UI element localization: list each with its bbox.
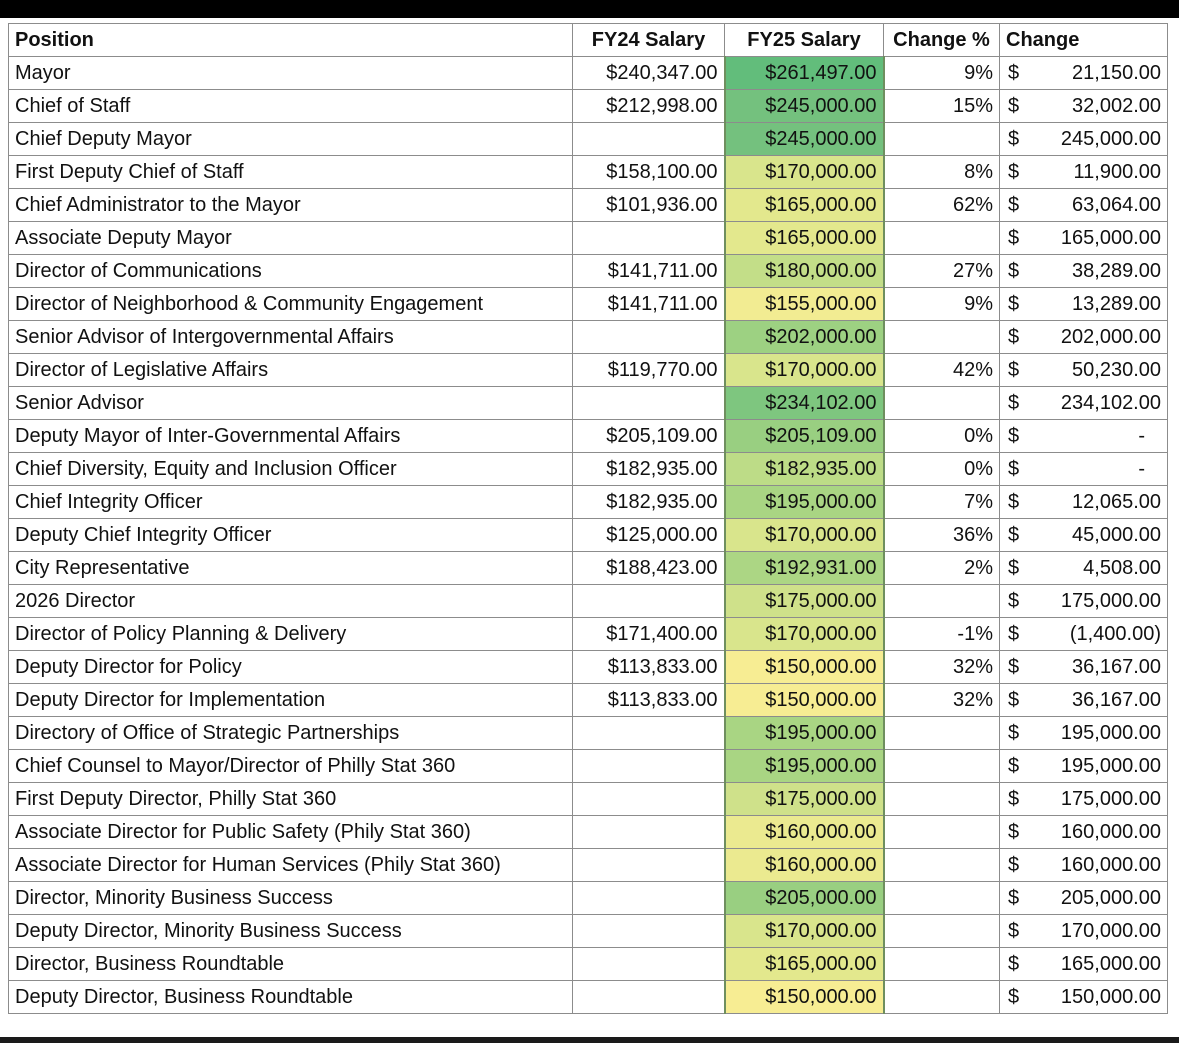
change-percent-cell[interactable]: 0% <box>884 420 1000 453</box>
position-cell[interactable]: Deputy Mayor of Inter-Governmental Affairs <box>9 420 573 453</box>
change-percent-cell[interactable] <box>884 585 1000 618</box>
change-cell-content <box>1006 420 1161 452</box>
fy25-salary-cell[interactable]: $205,000.00 <box>725 882 884 915</box>
table-row <box>9 585 1168 618</box>
change-cell-content <box>1006 882 1161 914</box>
change-amount: - <box>1138 458 1145 480</box>
change-percent-cell[interactable] <box>884 387 1000 420</box>
change-percent-cell[interactable] <box>884 882 1000 915</box>
change-amount: 4,508.00 <box>1083 557 1161 579</box>
change-cell-content <box>1006 453 1161 485</box>
change-cell[interactable] <box>1000 387 1168 420</box>
position-cell[interactable]: Directory of Office of Strategic Partnerships <box>9 717 573 750</box>
position-cell[interactable]: Deputy Director for Implementation <box>9 684 573 717</box>
change-amount: 160,000.00 <box>1060 821 1161 843</box>
fy25-salary-cell[interactable]: $150,000.00 <box>725 684 884 717</box>
change-amount: (1,400.00) <box>1069 623 1161 645</box>
change-amount: 12,065.00 <box>1072 491 1161 513</box>
salary-table <box>8 23 1168 1014</box>
change-cell[interactable] <box>1000 783 1168 816</box>
change-percent-cell[interactable]: 9% <box>884 288 1000 321</box>
change-percent-cell[interactable]: 2% <box>884 552 1000 585</box>
currency-symbol: $ <box>1008 722 1020 744</box>
fy24-salary-cell[interactable]: $212,998.00 <box>573 90 725 123</box>
table-row <box>9 453 1168 486</box>
fy25-salary-cell[interactable]: $202,000.00 <box>725 321 884 354</box>
change-amount: 150,000.00 <box>1060 986 1161 1008</box>
change-percent-cell[interactable]: 36% <box>884 519 1000 552</box>
change-cell-content <box>1006 222 1161 254</box>
fy25-salary-cell[interactable]: $175,000.00 <box>725 585 884 618</box>
header-row <box>9 24 1168 57</box>
position-cell[interactable]: 2026 Director <box>9 585 573 618</box>
position-cell[interactable]: Director, Business Roundtable <box>9 948 573 981</box>
fy24-salary-cell[interactable]: $101,936.00 <box>573 189 725 222</box>
change-percent-cell[interactable]: 62% <box>884 189 1000 222</box>
change-cell[interactable] <box>1000 519 1168 552</box>
change-amount: 165,000.00 <box>1060 953 1161 975</box>
currency-symbol: $ <box>1008 755 1020 777</box>
fy24-salary-cell[interactable]: $158,100.00 <box>573 156 725 189</box>
currency-symbol: $ <box>1008 524 1020 546</box>
change-cell-content <box>1006 783 1161 815</box>
currency-symbol: $ <box>1008 689 1020 711</box>
table-row <box>9 750 1168 783</box>
currency-symbol: $ <box>1008 458 1020 480</box>
change-cell[interactable] <box>1000 486 1168 519</box>
position-cell[interactable]: Deputy Director for Policy <box>9 651 573 684</box>
fy25-salary-cell[interactable]: $150,000.00 <box>725 651 884 684</box>
position-cell[interactable]: Chief of Staff <box>9 90 573 123</box>
fy25-salary-cell[interactable]: $165,000.00 <box>725 189 884 222</box>
change-cell[interactable] <box>1000 90 1168 123</box>
change-cell-content <box>1006 948 1161 980</box>
currency-symbol: $ <box>1008 293 1020 315</box>
fy24-salary-cell[interactable]: $240,347.00 <box>573 57 725 90</box>
change-cell-content <box>1006 288 1161 320</box>
fy24-salary-cell[interactable] <box>573 321 725 354</box>
fy24-salary-cell[interactable] <box>573 123 725 156</box>
table-row <box>9 948 1168 981</box>
change-cell[interactable] <box>1000 585 1168 618</box>
fy24-salary-cell[interactable]: $125,000.00 <box>573 519 725 552</box>
position-cell[interactable]: Deputy Director, Minority Business Success <box>9 915 573 948</box>
table-row <box>9 354 1168 387</box>
change-percent-cell[interactable] <box>884 222 1000 255</box>
change-cell[interactable] <box>1000 222 1168 255</box>
fy24-salary-cell[interactable] <box>573 981 725 1014</box>
change-amount: 175,000.00 <box>1060 788 1161 810</box>
table-row <box>9 651 1168 684</box>
change-percent-cell[interactable]: 15% <box>884 90 1000 123</box>
change-percent-cell[interactable]: 32% <box>884 651 1000 684</box>
fy25-salary-cell[interactable]: $205,109.00 <box>725 420 884 453</box>
table-row <box>9 420 1168 453</box>
header-fy25-salary[interactable]: FY25 Salary <box>725 24 884 57</box>
change-cell-content <box>1006 552 1161 584</box>
spreadsheet <box>0 18 1179 1038</box>
change-percent-cell[interactable] <box>884 816 1000 849</box>
change-amount: 234,102.00 <box>1060 392 1161 414</box>
currency-symbol: $ <box>1008 887 1020 909</box>
fy25-salary-cell[interactable]: $195,000.00 <box>725 717 884 750</box>
change-percent-cell[interactable] <box>884 123 1000 156</box>
fy24-salary-cell[interactable] <box>573 948 725 981</box>
change-cell-content <box>1006 585 1161 617</box>
table-row <box>9 90 1168 123</box>
fy24-salary-cell[interactable] <box>573 849 725 882</box>
currency-symbol: $ <box>1008 326 1020 348</box>
change-cell-content <box>1006 255 1161 287</box>
fy24-salary-cell[interactable]: $113,833.00 <box>573 684 725 717</box>
position-cell[interactable]: Deputy Chief Integrity Officer <box>9 519 573 552</box>
change-percent-cell[interactable]: 42% <box>884 354 1000 387</box>
change-amount: 38,289.00 <box>1072 260 1161 282</box>
change-amount: 160,000.00 <box>1060 854 1161 876</box>
change-percent-cell[interactable]: 32% <box>884 684 1000 717</box>
change-cell-content <box>1006 123 1161 155</box>
table-row <box>9 321 1168 354</box>
table-row <box>9 816 1168 849</box>
table-row <box>9 783 1168 816</box>
change-cell[interactable] <box>1000 189 1168 222</box>
fy24-salary-cell[interactable]: $141,711.00 <box>573 288 725 321</box>
currency-symbol: $ <box>1008 392 1020 414</box>
change-cell-content <box>1006 915 1161 947</box>
currency-symbol: $ <box>1008 953 1020 975</box>
currency-symbol: $ <box>1008 425 1020 447</box>
change-amount: 32,002.00 <box>1072 95 1161 117</box>
change-percent-cell[interactable]: 27% <box>884 255 1000 288</box>
change-percent-cell[interactable] <box>884 981 1000 1014</box>
change-amount: 13,289.00 <box>1072 293 1161 315</box>
change-cell-content <box>1006 981 1161 1013</box>
change-percent-cell[interactable] <box>884 321 1000 354</box>
change-cell-content <box>1006 684 1161 716</box>
position-cell[interactable]: Chief Integrity Officer <box>9 486 573 519</box>
change-percent-cell[interactable] <box>884 717 1000 750</box>
table-row <box>9 123 1168 156</box>
table-row <box>9 717 1168 750</box>
table-row <box>9 519 1168 552</box>
change-cell-content <box>1006 618 1161 650</box>
currency-symbol: $ <box>1008 590 1020 612</box>
change-amount: 11,900.00 <box>1073 161 1161 183</box>
fy25-salary-cell[interactable]: $182,935.00 <box>725 453 884 486</box>
change-cell-content <box>1006 90 1161 122</box>
position-cell[interactable]: Mayor <box>9 57 573 90</box>
change-cell[interactable] <box>1000 288 1168 321</box>
change-cell-content <box>1006 57 1161 89</box>
change-cell[interactable] <box>1000 750 1168 783</box>
fy25-salary-cell[interactable]: $170,000.00 <box>725 354 884 387</box>
position-cell[interactable]: Senior Advisor <box>9 387 573 420</box>
change-amount: 195,000.00 <box>1060 722 1161 744</box>
fy25-salary-cell[interactable]: $170,000.00 <box>725 915 884 948</box>
position-cell[interactable]: Chief Diversity, Equity and Inclusion Officer <box>9 453 573 486</box>
table-row <box>9 222 1168 255</box>
fy25-salary-cell[interactable]: $234,102.00 <box>725 387 884 420</box>
change-cell[interactable] <box>1000 816 1168 849</box>
fy25-salary-cell[interactable]: $170,000.00 <box>725 519 884 552</box>
fy25-salary-cell[interactable]: $175,000.00 <box>725 783 884 816</box>
fy24-salary-cell[interactable]: $182,935.00 <box>573 486 725 519</box>
change-cell[interactable] <box>1000 651 1168 684</box>
table-row <box>9 552 1168 585</box>
change-amount: 50,230.00 <box>1072 359 1161 381</box>
table-row <box>9 849 1168 882</box>
table-row <box>9 156 1168 189</box>
change-percent-cell[interactable]: -1% <box>884 618 1000 651</box>
position-cell[interactable]: Chief Administrator to the Mayor <box>9 189 573 222</box>
change-cell-content <box>1006 387 1161 419</box>
change-percent-cell[interactable] <box>884 783 1000 816</box>
fy24-salary-cell[interactable] <box>573 585 725 618</box>
table-row <box>9 486 1168 519</box>
currency-symbol: $ <box>1008 359 1020 381</box>
change-cell[interactable] <box>1000 882 1168 915</box>
fy24-salary-cell[interactable] <box>573 915 725 948</box>
currency-symbol: $ <box>1008 623 1020 645</box>
change-amount: 202,000.00 <box>1060 326 1161 348</box>
change-amount: 21,150.00 <box>1072 62 1161 84</box>
change-amount: 245,000.00 <box>1060 128 1161 150</box>
currency-symbol: $ <box>1008 491 1020 513</box>
change-cell[interactable] <box>1000 57 1168 90</box>
fy25-salary-cell[interactable]: $192,931.00 <box>725 552 884 585</box>
change-amount: 63,064.00 <box>1072 194 1161 216</box>
position-cell[interactable]: First Deputy Chief of Staff <box>9 156 573 189</box>
currency-symbol: $ <box>1008 227 1020 249</box>
change-percent-cell[interactable] <box>884 750 1000 783</box>
table-row <box>9 288 1168 321</box>
position-cell[interactable]: Senior Advisor of Intergovernmental Affairs <box>9 321 573 354</box>
change-cell[interactable] <box>1000 618 1168 651</box>
fy25-salary-cell[interactable]: $150,000.00 <box>725 981 884 1014</box>
change-amount: 205,000.00 <box>1060 887 1161 909</box>
table-body <box>9 57 1168 1014</box>
change-cell[interactable] <box>1000 354 1168 387</box>
fy25-salary-cell[interactable]: $165,000.00 <box>725 948 884 981</box>
header-change[interactable]: Change <box>1000 24 1168 57</box>
fy25-salary-cell[interactable]: $195,000.00 <box>725 750 884 783</box>
fy25-salary-cell[interactable]: $245,000.00 <box>725 123 884 156</box>
change-cell-content <box>1006 816 1161 848</box>
change-cell[interactable] <box>1000 420 1168 453</box>
fy24-salary-cell[interactable] <box>573 717 725 750</box>
fy25-salary-cell[interactable]: $195,000.00 <box>725 486 884 519</box>
change-amount: 165,000.00 <box>1060 227 1161 249</box>
fy25-salary-cell[interactable]: $245,000.00 <box>725 90 884 123</box>
fy25-salary-cell[interactable]: $261,497.00 <box>725 57 884 90</box>
fy25-salary-cell[interactable]: $155,000.00 <box>725 288 884 321</box>
change-cell[interactable] <box>1000 156 1168 189</box>
header-fy24-salary[interactable]: FY24 Salary <box>573 24 725 57</box>
position-cell[interactable]: Director of Neighborhood & Community Engagement <box>9 288 573 321</box>
table-row <box>9 915 1168 948</box>
currency-symbol: $ <box>1008 854 1020 876</box>
change-cell-content <box>1006 189 1161 221</box>
change-cell[interactable] <box>1000 849 1168 882</box>
change-percent-cell[interactable]: 0% <box>884 453 1000 486</box>
currency-symbol: $ <box>1008 260 1020 282</box>
currency-symbol: $ <box>1008 557 1020 579</box>
change-cell[interactable] <box>1000 123 1168 156</box>
change-amount: - <box>1138 425 1145 447</box>
fy25-salary-cell[interactable]: $180,000.00 <box>725 255 884 288</box>
table-row <box>9 618 1168 651</box>
change-cell-content <box>1006 750 1161 782</box>
table-row <box>9 882 1168 915</box>
fy24-salary-cell[interactable]: $141,711.00 <box>573 255 725 288</box>
change-percent-cell[interactable]: 8% <box>884 156 1000 189</box>
change-cell[interactable] <box>1000 321 1168 354</box>
salary-table-wrapper <box>8 23 1168 1014</box>
fy24-salary-cell[interactable] <box>573 750 725 783</box>
currency-symbol: $ <box>1008 128 1020 150</box>
position-cell[interactable]: Deputy Director, Business Roundtable <box>9 981 573 1014</box>
change-percent-cell[interactable] <box>884 849 1000 882</box>
fy25-salary-cell[interactable]: $165,000.00 <box>725 222 884 255</box>
change-amount: 36,167.00 <box>1072 689 1161 711</box>
change-amount: 175,000.00 <box>1060 590 1161 612</box>
change-percent-cell[interactable]: 7% <box>884 486 1000 519</box>
fy24-salary-cell[interactable]: $188,423.00 <box>573 552 725 585</box>
position-cell[interactable]: Director of Policy Planning & Delivery <box>9 618 573 651</box>
fy25-salary-cell[interactable]: $170,000.00 <box>725 618 884 651</box>
table-row <box>9 57 1168 90</box>
change-cell-content <box>1006 354 1161 386</box>
position-cell[interactable]: Associate Director for Human Services (Phily Stat 360) <box>9 849 573 882</box>
currency-symbol: $ <box>1008 986 1020 1008</box>
position-cell[interactable]: Associate Deputy Mayor <box>9 222 573 255</box>
change-percent-cell[interactable] <box>884 915 1000 948</box>
change-cell-content <box>1006 717 1161 749</box>
change-cell[interactable] <box>1000 948 1168 981</box>
position-cell[interactable]: Associate Director for Public Safety (Phily Stat 360) <box>9 816 573 849</box>
currency-symbol: $ <box>1008 656 1020 678</box>
change-amount: 45,000.00 <box>1072 524 1161 546</box>
fy24-salary-cell[interactable]: $119,770.00 <box>573 354 725 387</box>
table-row <box>9 981 1168 1014</box>
change-amount: 170,000.00 <box>1060 920 1161 942</box>
change-cell-content <box>1006 486 1161 518</box>
fy24-salary-cell[interactable]: $171,400.00 <box>573 618 725 651</box>
currency-symbol: $ <box>1008 62 1020 84</box>
change-cell[interactable] <box>1000 717 1168 750</box>
header-position[interactable]: Position <box>9 24 573 57</box>
change-cell-content <box>1006 321 1161 353</box>
position-cell[interactable]: Director, Minority Business Success <box>9 882 573 915</box>
fy25-salary-cell[interactable]: $160,000.00 <box>725 849 884 882</box>
fy24-salary-cell[interactable]: $182,935.00 <box>573 453 725 486</box>
currency-symbol: $ <box>1008 95 1020 117</box>
change-amount: 195,000.00 <box>1060 755 1161 777</box>
change-cell[interactable] <box>1000 684 1168 717</box>
fy25-salary-cell[interactable]: $160,000.00 <box>725 816 884 849</box>
table-row <box>9 387 1168 420</box>
bottom-border <box>0 1037 1179 1043</box>
table-row <box>9 684 1168 717</box>
change-cell-content <box>1006 849 1161 881</box>
position-cell[interactable]: Director of Legislative Affairs <box>9 354 573 387</box>
fy25-salary-cell[interactable]: $170,000.00 <box>725 156 884 189</box>
currency-symbol: $ <box>1008 821 1020 843</box>
currency-symbol: $ <box>1008 788 1020 810</box>
change-cell[interactable] <box>1000 915 1168 948</box>
position-cell[interactable]: City Representative <box>9 552 573 585</box>
change-cell[interactable] <box>1000 981 1168 1014</box>
position-cell[interactable]: Chief Deputy Mayor <box>9 123 573 156</box>
change-amount: 36,167.00 <box>1072 656 1161 678</box>
header-change-percent[interactable]: Change % <box>884 24 1000 57</box>
fy24-salary-cell[interactable] <box>573 882 725 915</box>
change-cell[interactable] <box>1000 552 1168 585</box>
currency-symbol: $ <box>1008 920 1020 942</box>
fy24-salary-cell[interactable] <box>573 222 725 255</box>
fy24-salary-cell[interactable] <box>573 783 725 816</box>
position-cell[interactable]: Chief Counsel to Mayor/Director of Philly Stat 360 <box>9 750 573 783</box>
fy24-salary-cell[interactable]: $113,833.00 <box>573 651 725 684</box>
fy24-salary-cell[interactable] <box>573 816 725 849</box>
change-cell[interactable] <box>1000 453 1168 486</box>
change-cell[interactable] <box>1000 255 1168 288</box>
table-row <box>9 255 1168 288</box>
fy24-salary-cell[interactable] <box>573 387 725 420</box>
currency-symbol: $ <box>1008 194 1020 216</box>
change-percent-cell[interactable]: 9% <box>884 57 1000 90</box>
table-row <box>9 189 1168 222</box>
position-cell[interactable]: First Deputy Director, Philly Stat 360 <box>9 783 573 816</box>
fy24-salary-cell[interactable]: $205,109.00 <box>573 420 725 453</box>
change-cell-content <box>1006 519 1161 551</box>
change-percent-cell[interactable] <box>884 948 1000 981</box>
change-cell-content <box>1006 651 1161 683</box>
change-cell-content <box>1006 156 1161 188</box>
position-cell[interactable]: Director of Communications <box>9 255 573 288</box>
currency-symbol: $ <box>1008 161 1020 183</box>
